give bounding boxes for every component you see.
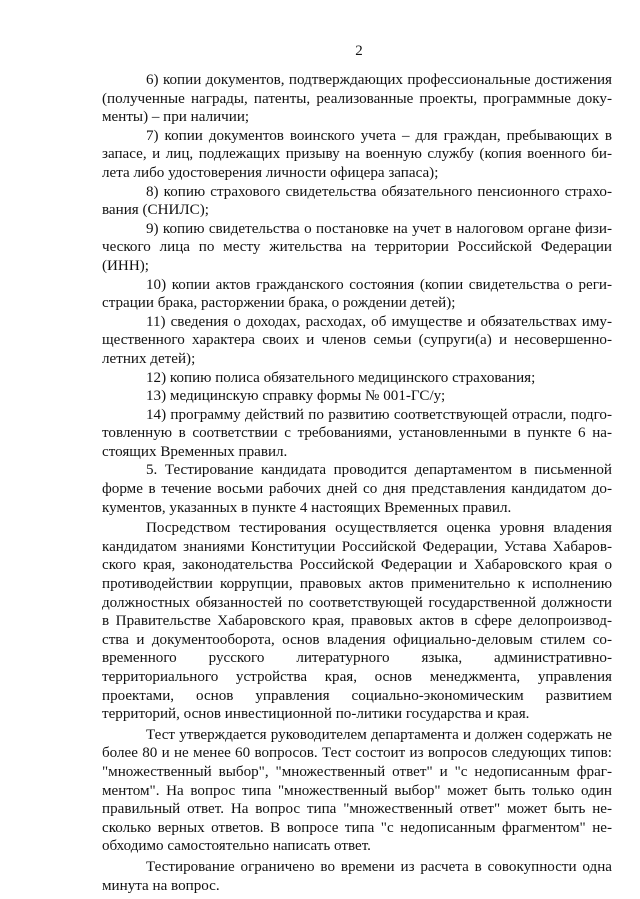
- paragraph-item-8: 8) копию страхового свидетельства обязательного пенсионного страхо-вания (СНИЛС);: [102, 183, 612, 219]
- paragraph-item-10: 10) копии актов гражданского состояния (копии свидетельства о реги-страции брака, расторжении брака, о рождении детей);: [102, 276, 612, 312]
- paragraph-item-9: 9) копию свидетельства о постановке на учет в налоговом органе физи-ческого лица по месту жительства на территории Российской Федерации (ИНН);: [102, 220, 612, 274]
- paragraph-item-11: 11) сведения о доходах, расходах, об имуществе и обязательствах иму-щественного характера своих и членов семьи (супруги(а) и несовершенно-летних детей);: [102, 313, 612, 367]
- paragraph-item-7: 7) копии документов воинского учета – для граждан, пребывающих в запасе, и лиц, подлежащих призыву на военную службу (копия военного би-лета либо удостоверения личности офицера запаса);: [102, 127, 612, 181]
- paragraph-test-structure: Тест утверждается руководителем департамента и должен содержать не более 80 и не менее 60 вопросов. Тест состоит из вопросов следующих типов: "множественный выбор", "множественный ответ" и "с недописанным фраг-ментом". На вопрос типа "множественный выбор" может быть только один правильный ответ. На вопрос типа "множественный ответ" может быть не-сколько верных ответов. В вопросе типа "с недописанным фрагментом" не-обходимо самостоятельно написать ответ.: [102, 726, 612, 855]
- paragraph-section-5: 5. Тестирование кандидата проводится департаментом в письменной форме в течение восьми рабочих дней со дня представления кандидатом до-кументов, указанных в пункте 4 настоящих Временных правил.: [102, 462, 612, 516]
- paragraph-item-12: 12) копию полиса обязательного медицинского страхования;: [146, 369, 536, 386]
- paragraph-time-limit: Тестирование ограничено во времени из расчета в совокупности одна минута на вопрос.: [102, 858, 612, 894]
- paragraph-item-6: 6) копии документов, подтверждающих профессиональные достижения (полученные награды, патенты, реализованные проекты, программные доку-менты) – при наличии;: [102, 72, 612, 126]
- paragraph-testing-scope: Посредством тестирования осуществляется оценка уровня владения кандидатом знаниями Конституции Российской Федерации, Устава Хабаров-ского края, законодательства Российской Федерации и Хабаровского края о противодействии коррупции, правовых актов применительно к исполнению должностных обязанностей по соответствующей государственной должности в Правительстве Хабаровского края, правовых актов в сфере делопроизвод-ства и документооборота, основ владения официально-деловым стилем со-временного русского литературного языка, административно-территориального устройства края, основ менеджмента, управления проектами, основ управления социально-экономическим развитием территорий, основ инвестиционной по-литики государства и края.: [102, 520, 612, 723]
- paragraph-item-13: 13) медицинскую справку формы № 001-ГС/у;: [146, 388, 446, 405]
- paragraph-item-14: 14) программу действий по развитию соответствующей отрасли, подго-товленную в соответствии с требованиями, установленными в пункте 6 на-стоящих Временных правил.: [102, 406, 612, 460]
- page-number: 2: [355, 43, 363, 59]
